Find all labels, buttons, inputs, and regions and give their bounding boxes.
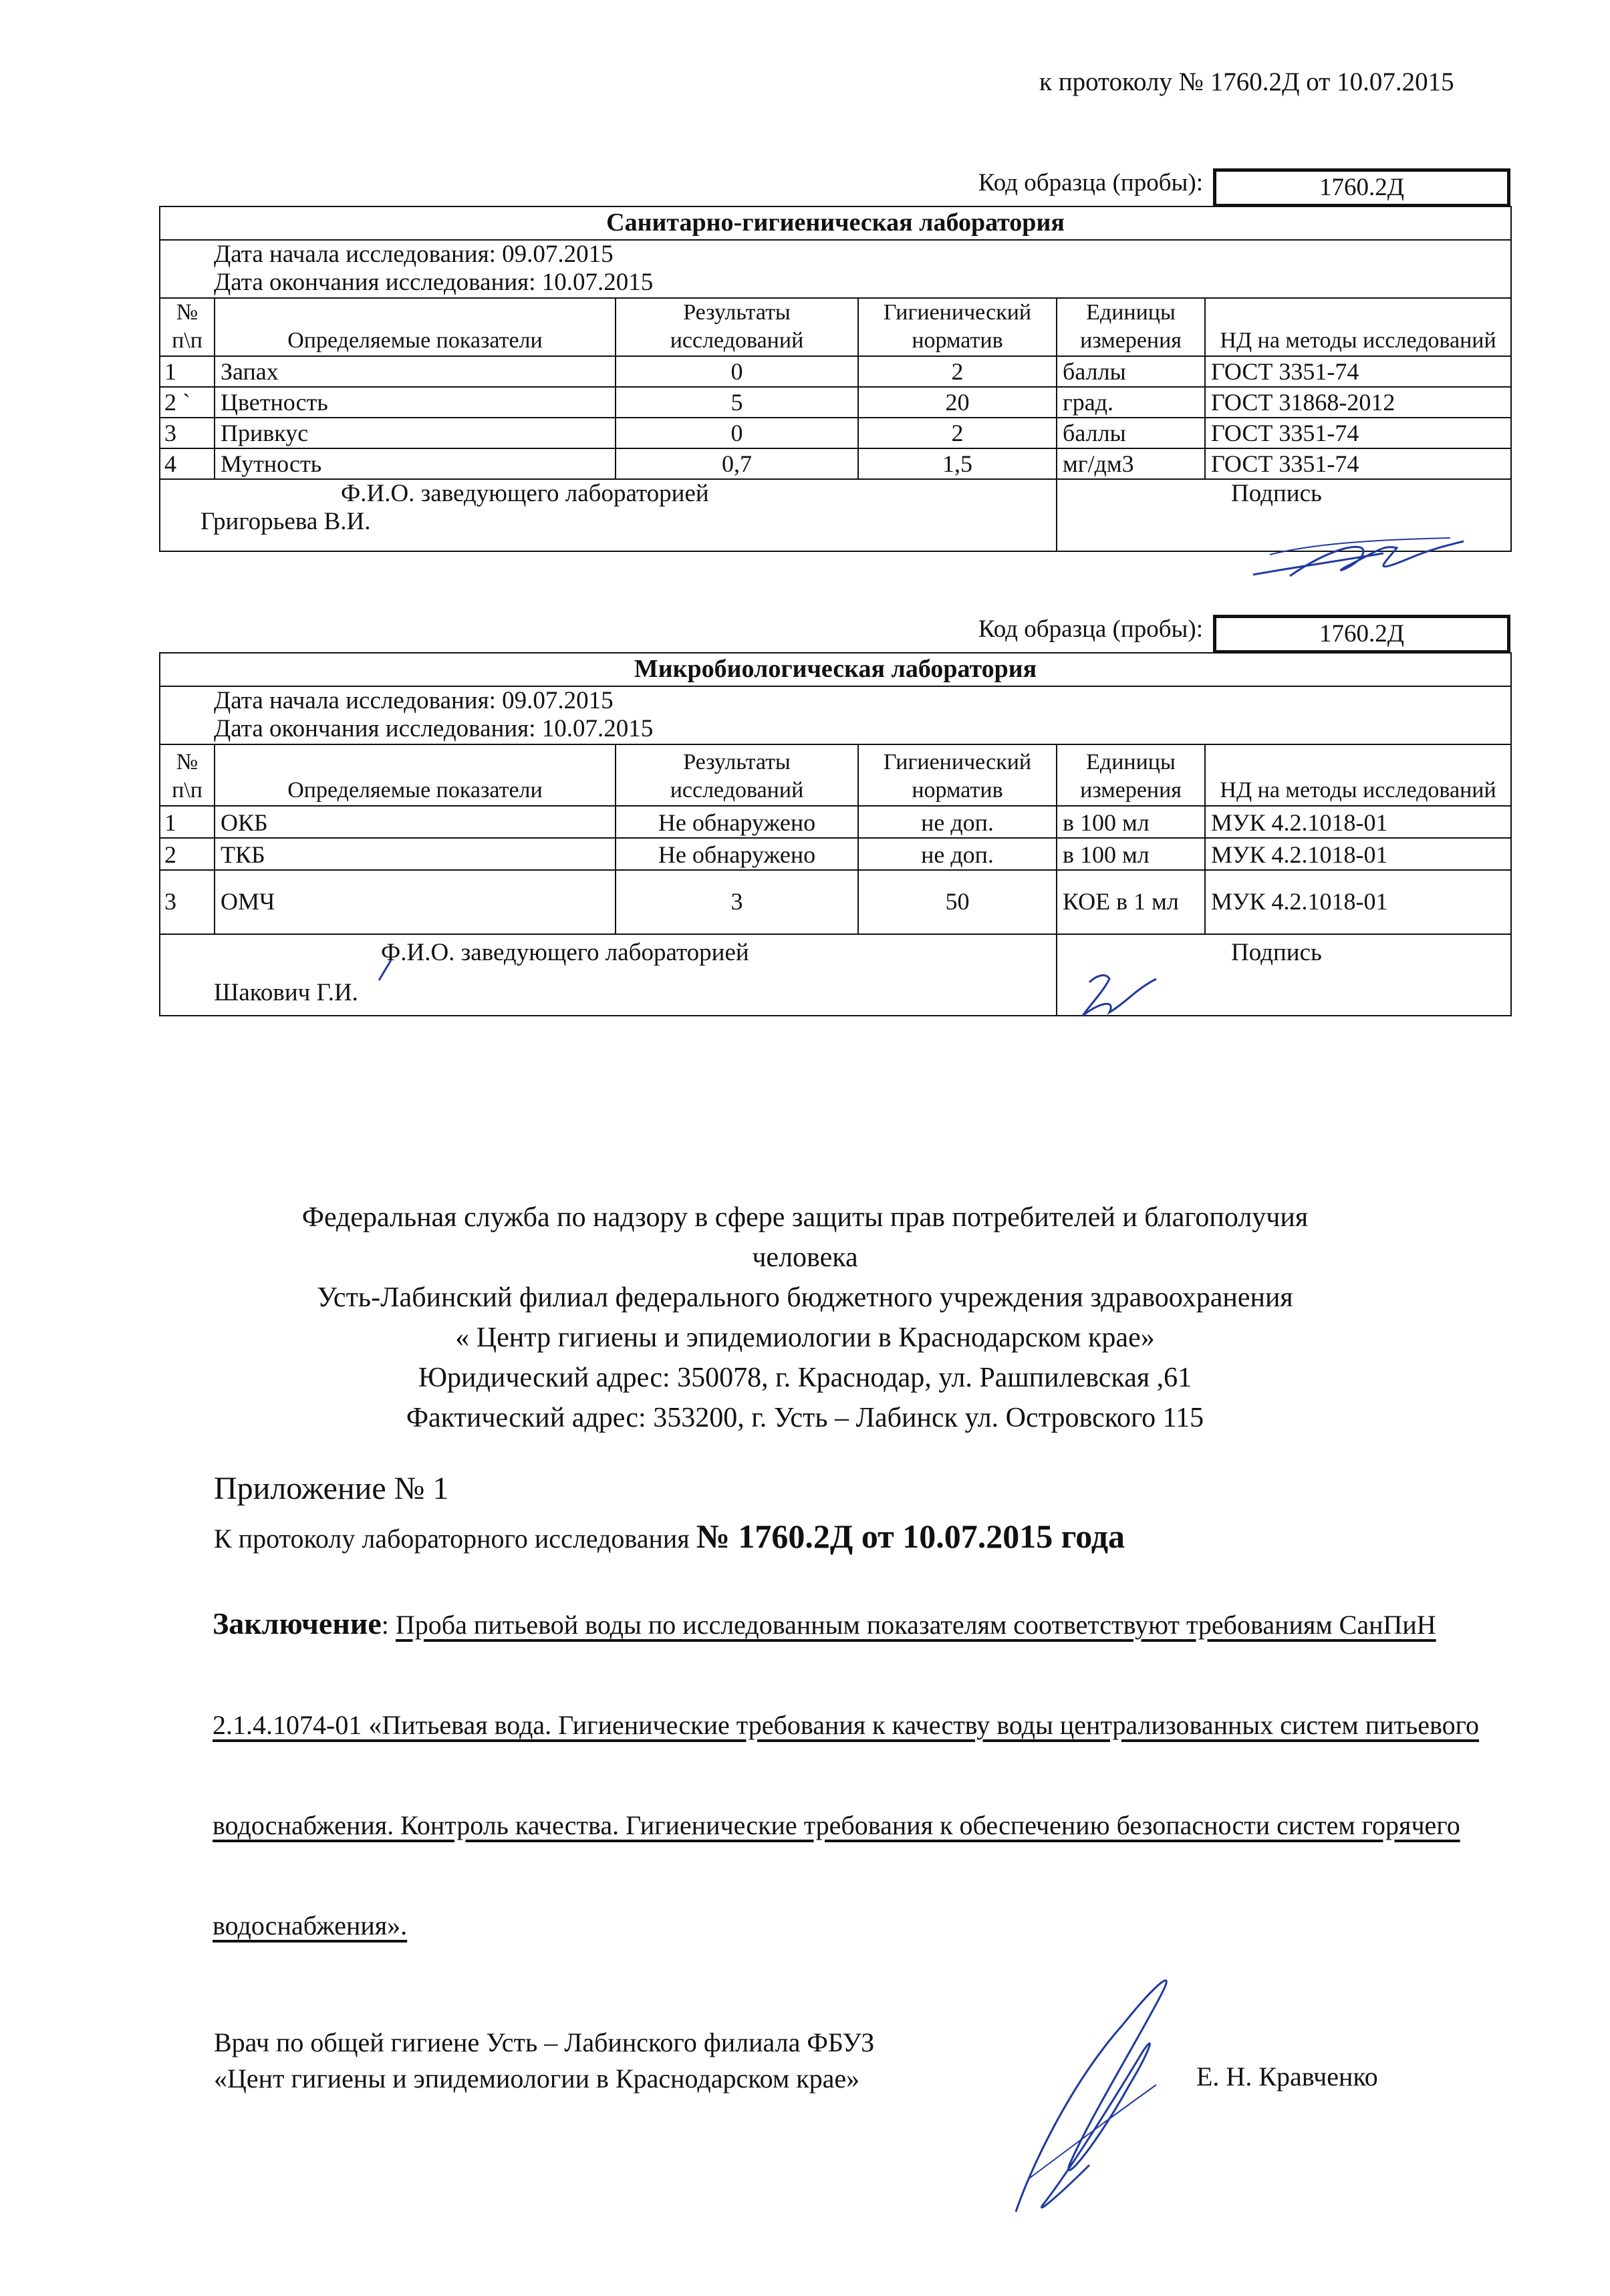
col-header: НД на методы исследований: [1205, 298, 1511, 356]
method: ГОСТ 3351-74: [1205, 448, 1511, 479]
col-header: Единицы измерения: [1057, 298, 1205, 356]
indicator-name: Привкус: [215, 418, 616, 448]
pen-mark: [371, 957, 398, 984]
method: МУК 4.2.1018-01: [1205, 838, 1511, 870]
result-value: 0: [616, 418, 858, 448]
lab-title: Микробиологическая лаборатория: [160, 653, 1511, 686]
lab-head-cell: [160, 934, 1057, 1016]
doctor-name: Е. Н. Кравченко: [1196, 2061, 1378, 2092]
norm-value: 50: [858, 870, 1057, 934]
unit: баллы: [1057, 418, 1205, 448]
indicator-name: Мутность: [215, 448, 616, 479]
method: МУК 4.2.1018-01: [1205, 870, 1511, 934]
col-header: Определяемые показатели: [215, 298, 616, 356]
row-number: 3: [160, 418, 215, 448]
signature-graphic: [1250, 528, 1470, 588]
result-value: Не обнаружено: [616, 806, 858, 838]
indicator-name: Цветность: [215, 387, 616, 418]
indicator-name: Запах: [215, 356, 616, 387]
appendix-title: Приложение № 1: [214, 1471, 449, 1506]
end-date: Дата окончания исследования: 10.07.2015: [160, 269, 1511, 298]
result-value: 3: [616, 870, 858, 934]
unit: баллы: [1057, 356, 1205, 387]
conclusion-colon: :: [381, 1610, 389, 1640]
org-line: Федеральная служба по надзору в сфере защиты прав потребителей и благополучия: [301, 1202, 1309, 1233]
table-row: [160, 418, 1511, 448]
indicator-name: ОМЧ: [215, 870, 616, 934]
protocol-prefix: К протоколу лабораторного исследования: [214, 1524, 690, 1554]
signature-label: Подпись: [1231, 938, 1322, 966]
result-value: 0,7: [616, 448, 858, 479]
conclusion-label: Заключение: [213, 1606, 382, 1640]
method: ГОСТ 3351-74: [1205, 418, 1511, 448]
norm-value: 20: [858, 387, 1057, 418]
table-row: [160, 448, 1511, 479]
signature-graphic: [1069, 962, 1163, 1022]
method: ГОСТ 3351-74: [1205, 356, 1511, 387]
org-line: человека: [752, 1242, 858, 1273]
norm-value: 1,5: [858, 448, 1057, 479]
org-line: Юридический адрес: 350078, г. Краснодар, ул. Рашпилевская ,61: [418, 1362, 1192, 1393]
lab-head-cell: [160, 479, 1057, 551]
norm-value: не доп.: [858, 806, 1057, 838]
lab-title: Санитарно-гигиеническая лаборатория: [160, 206, 1511, 240]
norm-value: 2: [858, 418, 1057, 448]
end-date: Дата окончания исследования: 10.07.2015: [160, 715, 1511, 744]
table-row: [160, 838, 1511, 870]
unit: град.: [1057, 387, 1205, 418]
col-header: № п\п: [160, 298, 215, 356]
col-header: Результаты исследований: [616, 298, 858, 356]
protocol-reference: к протоколу № 1760.2Д от 10.07.2015: [1039, 67, 1454, 96]
sanitary-lab-table: [159, 206, 1512, 552]
result-value: 0: [616, 356, 858, 387]
doctor-title-line: «Цент гигиены и эпидемиологии в Краснодарском крае»: [214, 2063, 860, 2094]
signature-label: Подпись: [1231, 479, 1322, 507]
result-value: 5: [616, 387, 858, 418]
row-number: 2: [160, 838, 215, 870]
lab-head-name: Шакович Г.И.: [214, 979, 358, 1007]
protocol-number: № 1760.2Д от 10.07.2015 года: [696, 1518, 1125, 1555]
sample-code-box: 1760.2Д: [1213, 168, 1510, 207]
method: МУК 4.2.1018-01: [1205, 806, 1511, 838]
row-number: 3: [160, 870, 215, 934]
col-header: НД на методы исследований: [1205, 744, 1511, 806]
sample-code-box: 1760.2Д: [1213, 615, 1510, 654]
signature-graphic: [989, 1951, 1203, 2232]
micro-lab-table: [159, 652, 1512, 1016]
col-header: Результаты исследований: [616, 744, 858, 806]
org-line: Фактический адрес: 353200, г. Усть – Лабинск ул. Островского 115: [406, 1403, 1204, 1433]
unit: мг/дм3: [1057, 448, 1205, 479]
doctor-title-line: Врач по общей гигиене Усть – Лабинского филиала ФБУЗ: [214, 2027, 875, 2057]
sample-code-label: Код образца (пробы):: [978, 169, 1203, 196]
table-row: [160, 806, 1511, 838]
col-header: № п\п: [160, 744, 215, 806]
row-number: 4: [160, 448, 215, 479]
sample-code-label: Код образца (пробы):: [978, 615, 1203, 643]
indicator-name: ТКБ: [215, 838, 616, 870]
unit: КОЕ в 1 мл: [1057, 870, 1205, 934]
doctor-title: [214, 2025, 874, 2097]
unit: в 100 мл: [1057, 838, 1205, 870]
lab-head-label: Ф.И.О. заведующего лабораторией: [381, 938, 749, 966]
norm-value: не доп.: [858, 838, 1057, 870]
protocol-line: [214, 1517, 1125, 1556]
unit: в 100 мл: [1057, 806, 1205, 838]
row-number: 2 `: [160, 387, 215, 418]
table-row: [160, 387, 1511, 418]
method: ГОСТ 31868-2012: [1205, 387, 1511, 418]
result-value: Не обнаружено: [616, 838, 858, 870]
table-row: [160, 870, 1511, 934]
col-header: Определяемые показатели: [215, 744, 616, 806]
indicator-name: ОКБ: [215, 806, 616, 838]
start-date: Дата начала исследования: 09.07.2015: [160, 240, 1511, 269]
col-header: Гигиенический норматив: [858, 744, 1057, 806]
row-number: 1: [160, 806, 215, 838]
conclusion: [213, 1574, 1522, 1976]
conclusion-text: Проба питьевой воды по исследованным показателям соответствуют требованиям СанПиН 2.1.4.1074-01 «Питьевая вода. Гигиенические требования к качеству воды централизованных систем питьевого водоснабжения. Контроль качества. Гигиенические требования к обеспечению безопасности систем горячего водоснабжения».: [213, 1610, 1480, 1941]
table-row: [160, 356, 1511, 387]
start-date: Дата начала исследования: 09.07.2015: [160, 686, 1511, 716]
row-number: 1: [160, 356, 215, 387]
lab-head-name: Григорьева В.И.: [200, 508, 371, 536]
col-header: Единицы измерения: [1057, 744, 1205, 806]
org-line: Усть-Лабинский филиал федерального бюджетного учреждения здравоохранения: [317, 1282, 1293, 1313]
norm-value: 2: [858, 356, 1057, 387]
org-line: « Центр гигиены и эпидемиологии в Краснодарском крае»: [455, 1322, 1155, 1353]
col-header: Гигиенический норматив: [858, 298, 1057, 356]
lab-head-label: Ф.И.О. заведующего лабораторией: [341, 479, 709, 507]
